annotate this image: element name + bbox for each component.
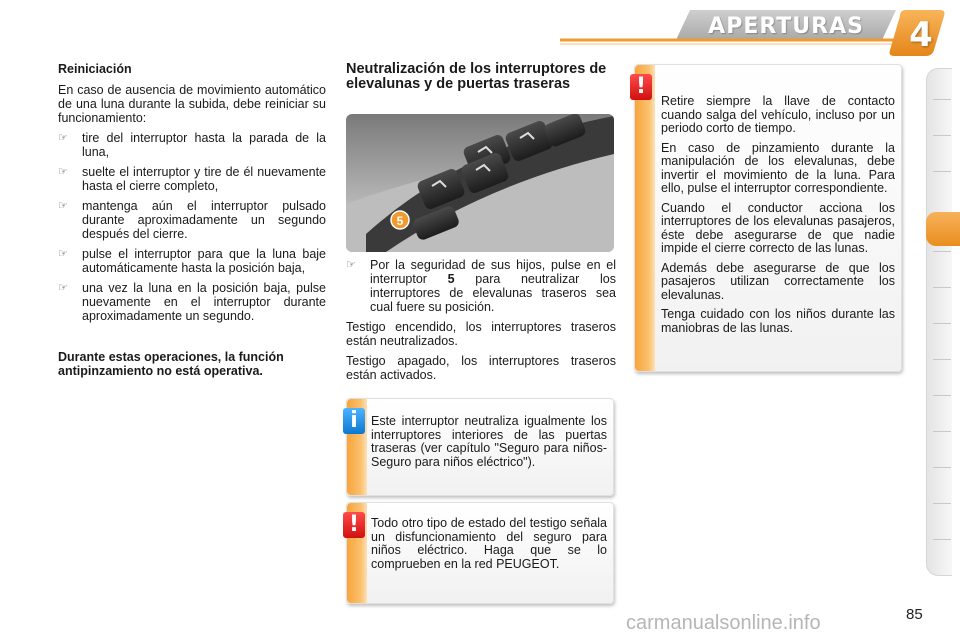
warning-paragraph: Cuando el conductor acciona los interruptores de los elevalunas pasajeros, éste debe asegurarse de que nadie impide el cierre correcto de las lunas. [661,200,895,255]
hand-pointer-icon: ☞ [58,200,68,212]
switch-panel-photo [346,114,614,252]
list-item: ☞ una vez la luna en la posición baja, pulse nuevamente en el interruptor durante aproximadamente un segundo. [58,281,326,323]
intro-paragraph: En caso de ausencia de movimiento automático de una luna durante la subida, debe reiniciar su funcionamiento: [58,83,326,125]
chapter-tabs [926,68,952,576]
warning-icon: ! [343,512,365,538]
info-note: Este interruptor neutraliza igualmente los interruptores interiores de las puertas traseras (ver capítulo "Seguro para niños-Seguro para niños eléctrico"). [346,398,614,496]
indicator-off-text: Testigo apagado, los interruptores traseros están activados. [346,354,616,382]
restart-section [58,62,326,329]
neutralization-text [346,258,616,388]
list-item: ☞ pulse el interruptor para que la luna baje automáticamente hasta la posición baja, [58,247,326,275]
indicator-on-text: Testigo encendido, los interruptores traseros están neutralizados. [346,320,616,348]
list-item: ☞ mantenga aún el interruptor pulsado durante aproximadamente un segundo después del cierre. [58,199,326,241]
section-title: Neutralización de los interruptores de elevalunas y de puertas traseras [346,61,607,92]
hand-pointer-icon: ☞ [58,132,68,144]
list-item: ☞ tire del interruptor hasta la parada de la luna, [58,131,326,159]
hand-pointer-icon: ☞ [58,166,68,178]
warning-paragraph: Tenga cuidado con los niños durante las maniobras de las lunas. [661,307,895,335]
warning-note-right [634,64,902,372]
chapter-number: 4 [909,15,933,55]
antipinch-note: Durante estas operaciones, la función antipinzamiento no está operativa. [58,350,284,378]
restart-steps [58,131,326,323]
warning-paragraph: En caso de pinzamiento durante la manipulación de los elevalunas, debe invertir el movimiento de la luna. Para ello, pulse el interruptor correspondiente. [661,140,895,195]
list-item: ☞ Por la seguridad de sus hijos, pulse en el interruptor 5 para neutralizar los interruptores de elevalunas traseros sea cual fuere su posición. [346,258,616,314]
info-icon: i [343,408,365,434]
chapter-title: APERTURAS [708,14,864,39]
watermark: carmanualsonline.info [626,612,821,634]
page-number: 85 [906,606,923,623]
section-heading: Reiniciación [58,62,132,76]
warning-paragraph: Retire siempre la llave de contacto cuando salga del vehículo, incluso por un periodo corto de tiempo. [661,94,895,135]
list-item: ☞ suelte el interruptor y tire de él nuevamente hasta el cierre completo, [58,165,326,193]
hand-pointer-icon: ☞ [346,259,356,271]
hand-pointer-icon: ☞ [58,248,68,260]
chapter-tab-active[interactable] [926,212,960,246]
warning-paragraph: Además debe asegurarse de que los pasajeros utilizan correctamente los elevalunas. [661,260,895,302]
warning-note-bottom: Todo otro tipo de estado del testigo señala un disfuncionamiento del seguro para niños eléctrico. Haga que se lo comprueben en la red PEUGEOT. [346,502,614,604]
hand-pointer-icon: ☞ [58,282,68,294]
chapter-header [0,0,960,55]
warning-icon: ! [630,74,652,100]
photo-callout-5: 5 [396,214,404,228]
